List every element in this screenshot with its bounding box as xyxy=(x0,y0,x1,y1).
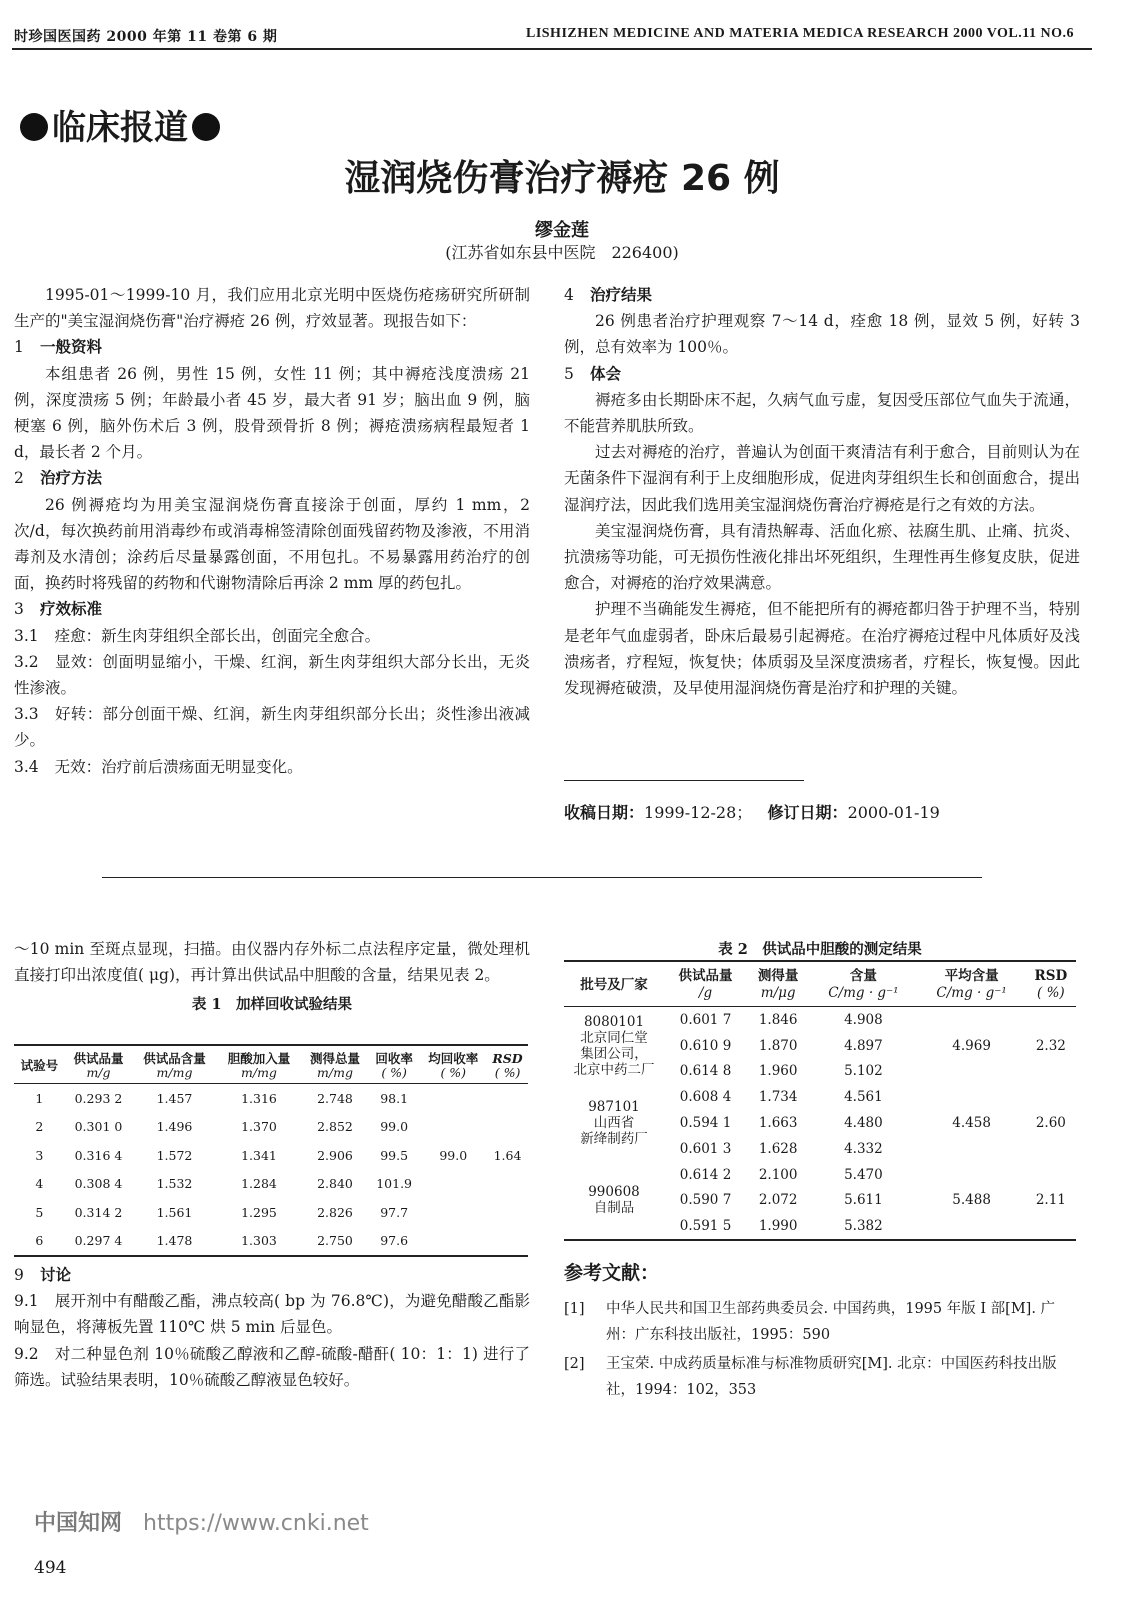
table-row: 0.590 7 2.072 5.611 xyxy=(679,1192,883,1209)
section-5-paragraph: 过去对褥疮的治疗，普遍认为创面干爽清洁有利于愈合，目前则认为在无菌条件下湿润有利于上皮细胞形成，促进肉芽组织生长和创面愈合，提出湿润疗法，因此我们选用美宝湿润烧伤膏治疗褥疮是行之有效的方法。 xyxy=(564,443,1080,514)
rsd-value: 2.11 xyxy=(1035,1192,1066,1209)
table-2-header: RSD ( %) xyxy=(1034,968,1068,1001)
running-header-left: 时珍国医国药 2000 年第 11 卷第 6 期 xyxy=(14,29,278,45)
article-author: 缪金莲 xyxy=(535,220,589,241)
header-divider xyxy=(12,48,1092,50)
watermark-url: https://www.cnki.net xyxy=(143,1511,369,1536)
table-row: 2 0.301 0 1.496 1.370 2.852 99.0 xyxy=(35,1119,409,1135)
discussion-item: 9.1 展开剂中有醋酸乙酯，沸点较高( bp 为 76.8℃)，为避免醋酸乙酯影响显色，将薄板先置 110℃ 烘 5 min 后显色。 xyxy=(14,1292,530,1337)
revised-label: 修订日期： xyxy=(767,803,848,822)
criteria-item: 3.4 无效：治疗前后溃疡面无明显变化。 xyxy=(14,757,303,776)
table-1-caption: 表 1 加样回收试验结果 xyxy=(191,996,353,1014)
article-end-divider xyxy=(102,877,982,878)
table-1-header: RSD ( %) xyxy=(492,1051,523,1080)
table-row: 6 0.297 4 1.478 1.303 2.750 97.6 xyxy=(14,1227,528,1257)
table-row: 987101 山西省 新绛制药厂 0.608 4 1.734 4.561 4.458 2.60 xyxy=(564,1084,1076,1110)
section-5-paragraph: 护理不当确能发生褥疮，但不能把所有的褥疮都归咎于护理不当，特别是老年气血虚弱者，卧床后最易引起褥疮。在治疗褥疮过程中凡体质好及浅溃疡者，疗程短，恢复快；体质弱及呈深度溃疡者，疗程长，恢复慢。因此发现褥疮破溃，及早使用湿润烧伤膏是治疗和护理的关键。 xyxy=(564,600,1080,698)
continued-text-block xyxy=(14,936,530,1019)
mean-content: 5.488 xyxy=(952,1192,991,1209)
table-row: 0.610 9 1.870 4.897 xyxy=(679,1037,883,1054)
section-5-paragraph: 美宝湿润烧伤膏，具有清热解毒、活血化瘀、祛腐生肌、止痛、抗炎、抗溃疡等功能，可无损伤性液化排出坏死组织，生理性再生修复皮肤，促进愈合，对褥疮的治疗效果满意。 xyxy=(564,521,1080,593)
right-column xyxy=(564,282,1080,701)
section-heading-1: 1 一般资料 xyxy=(14,337,103,357)
table-2-header: 平均含量 C/mg · g⁻¹ xyxy=(936,968,1007,1001)
section-heading-2: 2 治疗方法 xyxy=(14,468,103,488)
table-row: 0.601 3 1.628 4.332 xyxy=(679,1140,883,1157)
section-heading-3: 3 疗效标准 xyxy=(14,599,103,619)
table-1-header: 试验号 xyxy=(20,1058,59,1073)
mean-content: 4.458 xyxy=(952,1115,991,1132)
revised-date: 2000-01-19 xyxy=(847,803,940,822)
reference-item: [2] 王宝荣. 中成药质量标准与标准物质研究[M]. 北京：中国医药科技出版社，1994：102，353 xyxy=(564,1356,1057,1398)
table-1-header: 均回收率 ( %) xyxy=(428,1051,479,1080)
section-4-text: 26 例患者治疗护理观察 7～14 d，痊愈 18 例，显效 5 例，好转 3 例，总有效率为 100％。 xyxy=(564,312,1080,357)
discussion-item: 9.2 对二种显色剂 10％硫酸乙醇液和乙醇-硫酸-醋酐( 10：1：1) 进行了筛选。试验结果表明，10％硫酸乙醇液显色较好。 xyxy=(14,1344,530,1389)
continued-paragraph: ～10 min 至斑点显现，扫描。由仪器内存外标二点法程序定量，微处理机直接打印出浓度值( μg)，再计算出供试品中胆酸的含量，结果见表 2。 xyxy=(14,940,530,985)
section-heading-5: 5 体会 xyxy=(564,363,622,383)
section-2-text: 26 例褥疮均为用美宝湿润烧伤膏直接涂于创面，厚约 1 mm，2 次/d，每次换药前用消毒纱布或消毒棉签清除创面残留药物及渗液，不用消毒剂及水清创；涂药后尽量暴露创面，不用包扎。不易暴露用药治疗的创面，换药时将残留的药物和代谢物清除后再涂 2 mm 厚的药包扎。 xyxy=(14,495,530,593)
footnote-divider xyxy=(564,780,804,781)
table-2-header: 批号及厂家 xyxy=(580,976,648,993)
rsd-value: 2.60 xyxy=(1035,1115,1066,1132)
references-title: 参考文献： xyxy=(564,1262,660,1284)
batch-maker-cell: 8080101 北京同仁堂 集团公司， 北京中药二厂 xyxy=(573,1013,655,1078)
section-heading-4: 4 治疗结果 xyxy=(564,285,653,304)
table-2-header: 含量 C/mg · g⁻¹ xyxy=(828,968,899,1001)
table-1-header: 测得总量 m/mg xyxy=(309,1051,360,1080)
section-5-paragraph: 褥疮多由长期卧床不起，久病气血亏虚，复因受压部位气血失于流通，不能营养肌肤所致。 xyxy=(564,390,1080,436)
received-label: 收稿日期： xyxy=(564,803,645,822)
section-heading-9: 9 讨论 xyxy=(14,1265,72,1284)
section-1-text: 本组患者 26 例，男性 15 例，女性 11 例；其中褥疮浅度溃疡 21 例，深度溃疡 5 例；年龄最小者 45 岁，最大者 91 岁；脑出血 9 例，脑梗塞 6 例，脑外伤术后 3 例，股骨颈骨折 8 例；褥疮溃疡病程最短者 1 d，最长者 2 个月。 xyxy=(14,364,530,462)
table-1-header: 供试品含量 m/mg xyxy=(143,1051,206,1080)
table-row: 8080101 北京同仁堂 集团公司， 北京中药二厂 0.601 7 1.846 4.908 4.969 2.32 xyxy=(564,1007,1076,1033)
table-row: 5 0.314 2 1.561 1.295 2.826 97.7 xyxy=(35,1204,409,1220)
table-2 xyxy=(564,960,1076,1241)
table-2-header: 测得量 m/μg xyxy=(757,968,799,1001)
bullet-dot-icon xyxy=(20,113,48,141)
table-1-header: 胆酸加入量 m/mg xyxy=(227,1051,291,1080)
table-1-header: 回收率 ( %) xyxy=(375,1051,413,1080)
table-row: 1 0.293 2 1.457 1.316 2.748 98.1 xyxy=(35,1090,409,1106)
reference-item: [1] 中华人民共和国卫生部药典委员会. 中国药典，1995 年版 Ⅰ 部[M]. 广州：广东科技出版社，1995：590 xyxy=(564,1301,1056,1343)
table-1-header: 供试品量 m/g xyxy=(73,1051,124,1080)
intro-paragraph: 1995-01～1999-10 月，我们应用北京光明中医烧伤疮疡研究所研制生产的"美宝湿润烧伤膏"治疗褥疮 26 例，疗效显著。现报告如下： xyxy=(14,286,530,331)
table-row: 4 0.308 4 1.532 1.284 2.840 101.9 xyxy=(35,1176,413,1192)
criteria-item: 3.1 痊愈：新生肉芽组织全部长出，创面完全愈合。 xyxy=(14,626,381,645)
article-dates xyxy=(564,800,940,823)
section-tag xyxy=(16,100,224,149)
batch-maker-cell: 990608 自制品 xyxy=(588,1184,640,1217)
table-2-header: 供试品量 /g xyxy=(678,968,733,1001)
table-1 xyxy=(14,1044,528,1257)
discussion-block xyxy=(14,1262,530,1393)
article-affiliation: (江苏省如东县中医院 226400) xyxy=(445,243,679,262)
criteria-item: 3.2 显效：创面明显缩小，干燥、红润，新生肉芽组织大部分长出，无炎性渗液。 xyxy=(14,652,530,698)
mean-recovery: 99.0 xyxy=(439,1147,468,1163)
section-tag-label: 临床报道 xyxy=(52,108,188,148)
received-date: 1999-12-28； xyxy=(644,803,753,822)
bullet-dot-icon xyxy=(192,113,220,141)
cnki-watermark xyxy=(34,1506,369,1537)
watermark-brand: 中国知网 xyxy=(34,1511,123,1536)
batch-maker-cell: 987101 山西省 新绛制药厂 xyxy=(580,1099,648,1148)
running-header-right: LISHIZHEN MEDICINE AND MATERIA MEDICA RESEARCH 2000 VOL.11 NO.6 xyxy=(525,26,1074,41)
table-row: 990608 自制品 0.614 2 2.100 5.470 5.488 2.11 xyxy=(564,1162,1076,1188)
table-row: 0.614 8 1.960 5.102 xyxy=(679,1063,883,1080)
mean-content: 4.969 xyxy=(952,1037,991,1054)
rsd-value: 1.64 xyxy=(493,1147,522,1163)
rsd-value: 2.32 xyxy=(1035,1037,1066,1054)
references-list xyxy=(564,1296,1080,1406)
criteria-item: 3.3 好转：部分创面干燥、红润，新生肉芽组织部分长出；炎性渗出液减少。 xyxy=(14,705,530,750)
page-number: 494 xyxy=(34,1558,67,1578)
article-title: 湿润烧伤膏治疗褥疮 26 例 xyxy=(344,158,780,199)
table-row: 3 0.316 4 1.572 1.341 2.906 99.5 99.0 1.64 xyxy=(14,1141,528,1170)
table-row: 0.594 1 1.663 4.480 xyxy=(679,1115,883,1132)
left-column xyxy=(14,282,530,780)
table-row: 0.591 5 1.990 5.382 xyxy=(564,1213,1076,1240)
table-2-caption: 表 2 供试品中胆酸的测定结果 xyxy=(718,941,922,958)
